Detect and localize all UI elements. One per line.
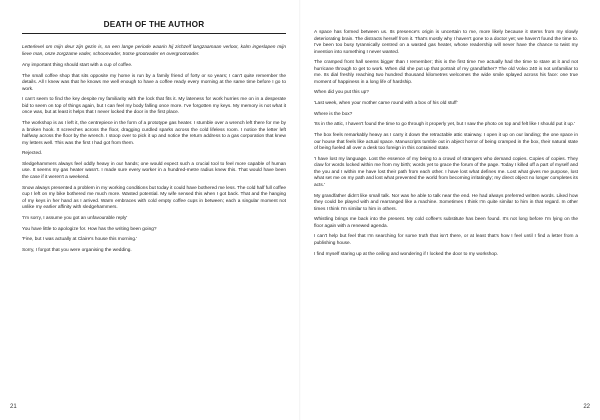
body-paragraph: When did you put this up?	[314, 90, 369, 96]
body-paragraph: Rejected.	[22, 151, 43, 157]
body-paragraph: Where is the box?	[314, 111, 353, 117]
chapter-title: DEATH OF THE AUTHOR	[103, 20, 205, 29]
body-paragraph: 'Last week, when your mother came round with a box of his old stuff'	[314, 101, 458, 107]
body-paragraph: Sledgehammers always feel oddly heavy in our hands; one would expect such a crucial tool to feel more capable of human use. It seems my gas heater wasn't. I made sure every worker in a hundred-metre radius knew this. That would have been the case if it weren't a weekend.	[22, 161, 286, 180]
title-rule	[22, 33, 286, 34]
body-paragraph: The box feels remarkably heavy as I carry it down the retractable attic stairway. I open it up on our landing; the one space in our house that feels like actual space. Manuscripts tumble out in abject horror of being cramped in the box, their natural state of being fueled all over a desk too foreign in this contained state.	[314, 133, 578, 152]
left-body-text	[22, 63, 286, 254]
epigraph: Letterlevel om mijn deur zijn gezin is, na een lange periode waarin hij zichzelf langzaamaan verloor, kalm ingeslapen mijn lieve man, onze zorgzame vader, schoonvader, trotse grootvader en overgrootvader.	[22, 45, 286, 57]
body-paragraph: The cramped front hall seems bigger than I remember; this is the first time I've actually had the time to stare at it and not hurricane through to get to work. When did she put up that portrait of my grandfather? The old Volvo 240 is not unfamiliar to me. Its dial freshly reaching two hundred thousand kilometres welcomes the wide smile splayed across his face: one true moment of happiness in a long life of hardship.	[314, 60, 578, 85]
body-paragraph: Sorry, I forgot that you were organising the wedding.	[22, 247, 132, 253]
body-paragraph: I can't seem to find the key despite my familiarity with the lock that fits it. My lateness for work hurries me on in a desperate bid to seem on top of things again, but I can feel my body falling once more. I've forgotten my keys. My memory is not what it once was, but at least it helps that I never locked the door in the first place.	[22, 97, 286, 116]
page-number-left: 21	[10, 404, 17, 410]
body-paragraph: The workshop is as I left it, the centrepiece in the form of a prototype gas heater. I stumble over a wrench left there for me by a broken hook. It screeches across the floor, dragging curdled sparks across the cold lifeless room. I notice the letter left halfway across the floor by the wrench. I stoop over to pick it up and notice the return address to a gas corporation that knew my letters well. This was the first I had got from them.	[22, 121, 286, 146]
body-paragraph: Snow always presented a problem in my working conditions but today it could have bothered me less. The cold half full coffee cup I left on my bike bothered me much more. Wasted potential. My wife sensed this when I got back. That and the hanging of my keys in her hand as I arrived. Warm embraces with cold empty coffee cups in between; each a singular moment not unlike my earlier affinity with sledgehammers.	[22, 185, 286, 211]
body-paragraph: 'I have lost my language. Lost the essence of my being to a crowd of strangers who demand copies. Copies of copies. They claw for words locked within me from my birth; words yet to grace the forum of the page. Today I killed off a part of myself and the you and I within me have lost their path from each other. I have lost what defines me. Lost what gives me purpose, lost what set me on my path and lost what prevented the world from becoming irritatingly; my direct object no longer completes its acts.'	[314, 156, 578, 188]
body-paragraph: My grandfather didn't like small talk. Nor was he able to talk near the end. He had always preferred written words. Liked how they could be played with and rearranged like a machine. Sometimes I think I'm quite similar to him in that regard. In other times I think I'm similar to him in others.	[314, 193, 578, 212]
body-paragraph: 'I'm sorry, I assume you got an unfavourable reply'	[22, 215, 128, 221]
body-paragraph: A space has formed between us. Its presence's origin is uncertain to me, more likely because it stems from my slowly deteriorating brain. The distracts herself from it. That's mostly why I haven't gone to a doctor yet; we haven't found the time to. I've been too busy tyrannically centred on a wasted gas heater, whose readership will never have the chance to twist my invention into something I never wanted.	[314, 30, 578, 55]
right-page	[300, 0, 600, 420]
body-paragraph: Any important thing should start with a cup of coffee.	[22, 63, 133, 68]
body-paragraph: 'Fine, but I was actually at Claire's house this morning.'	[22, 237, 138, 243]
body-paragraph: Whistling brings me back into the present. My cold coffee's substitute has been found. It's not long before I'm lying on the floor again with a renewed agenda.	[314, 217, 578, 229]
right-body-text	[314, 30, 578, 258]
body-paragraph: The small coffee shop that sits opposite my home is run by a family friend of forty or so years; I can't quite remember the details. All I knew was that he knows me well enough to have a coffee ready every morning at the same time before I go to work.	[22, 73, 286, 92]
body-paragraph: 'Its in the attic, I haven't found the time to go through it properly yet, but I saw the photo on top and felt like I should put it up.'	[314, 122, 575, 128]
body-paragraph: You have little to apologize for. How has the writing been going?	[22, 226, 157, 232]
body-paragraph: I find myself staring up at the ceiling and wondering if I locked the door to my workshop.	[314, 251, 499, 257]
body-paragraph: I can't help but feel that I'm searching for some truth that isn't there, or at least that's how I feel until I find a letter from a publishing house.	[314, 234, 578, 246]
page-number-right: 22	[583, 404, 590, 410]
